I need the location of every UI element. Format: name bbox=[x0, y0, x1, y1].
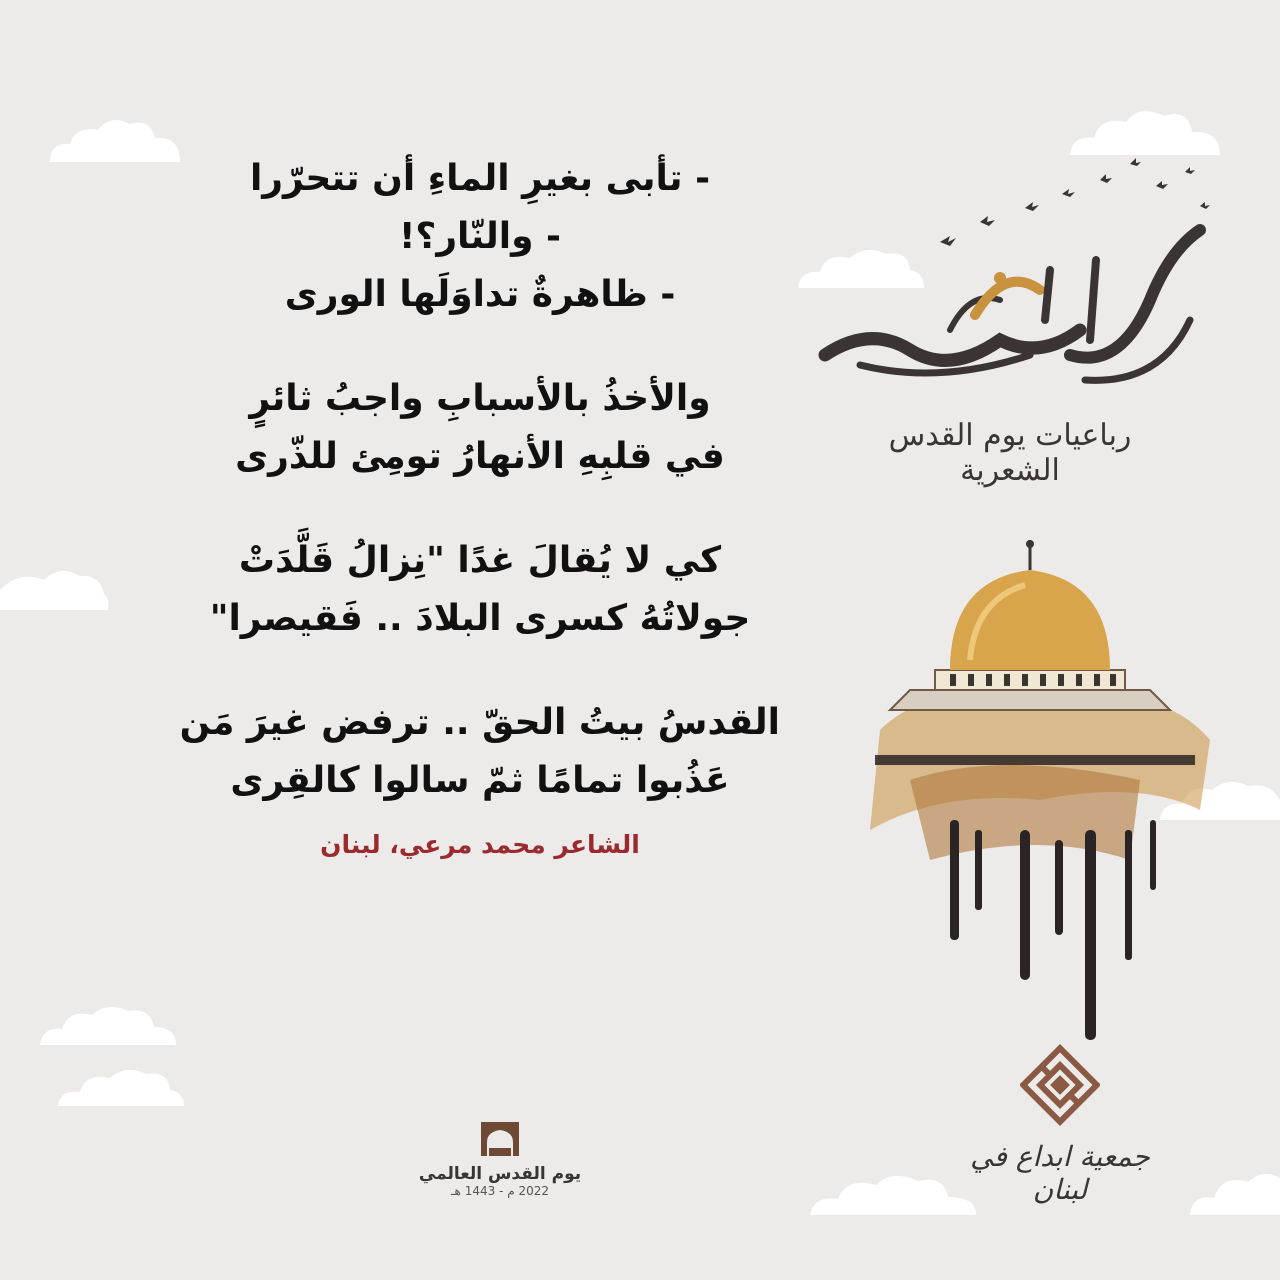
poet-credit: الشاعر محمد مرعي، لبنان bbox=[320, 830, 640, 859]
subtitle: رباعيات يوم القدس الشعرية bbox=[888, 418, 1132, 488]
poem-line: والأخذُ بالأسبابِ واجبُ ثائرٍ bbox=[249, 378, 711, 419]
poem-line: - ظاهرةٌ تداوَلَها الورى bbox=[284, 274, 676, 315]
poem-line: - والنّار؟! bbox=[399, 216, 561, 257]
birds-illustration bbox=[940, 158, 1210, 246]
footer-date: 2022 م - 1443 هـ bbox=[451, 1184, 549, 1198]
poem-block bbox=[180, 150, 780, 859]
cloud-icon bbox=[40, 112, 190, 167]
title-calligraphy bbox=[800, 150, 1240, 410]
quds-day-emblem-icon bbox=[479, 1120, 521, 1158]
association-logo bbox=[960, 1040, 1160, 1206]
stanza-2 bbox=[180, 370, 780, 486]
logo-caption: جمعية ابداع في لبنان bbox=[970, 1140, 1150, 1206]
poem-line: - تأبى بغيرِ الماءِ أن تتحرّرا bbox=[249, 158, 711, 199]
stanza-3 bbox=[180, 532, 780, 648]
footer-title: يوم القدس العالمي bbox=[418, 1164, 582, 1184]
cloud-icon bbox=[50, 1060, 190, 1110]
poem-line: كي لا يُقالَ غدًا "نِزالُ قَلَّدَتْ bbox=[238, 540, 722, 581]
footer-emblem bbox=[395, 1120, 605, 1198]
poem-line: جولاتُهُ كسرى البلادَ .. فَقيصرا" bbox=[209, 598, 751, 639]
dome-of-the-rock-illustration bbox=[840, 530, 1220, 1050]
poem-line: القدسُ بيتُ الحقّ .. ترفض غيرَ مَن bbox=[179, 702, 780, 743]
cloud-icon bbox=[30, 995, 180, 1050]
stanza-1 bbox=[180, 150, 780, 324]
brand-column bbox=[800, 150, 1240, 1230]
cloud-icon bbox=[0, 560, 110, 615]
poem-line: عَذُبوا تمامًا ثمّ سالوا كالقِرى bbox=[230, 760, 730, 801]
kufic-square-logo bbox=[1020, 1040, 1100, 1130]
poem-line: في قلبِهِ الأنهارُ تومِئ للذّرى bbox=[235, 436, 725, 477]
stanza-4 bbox=[180, 694, 780, 810]
